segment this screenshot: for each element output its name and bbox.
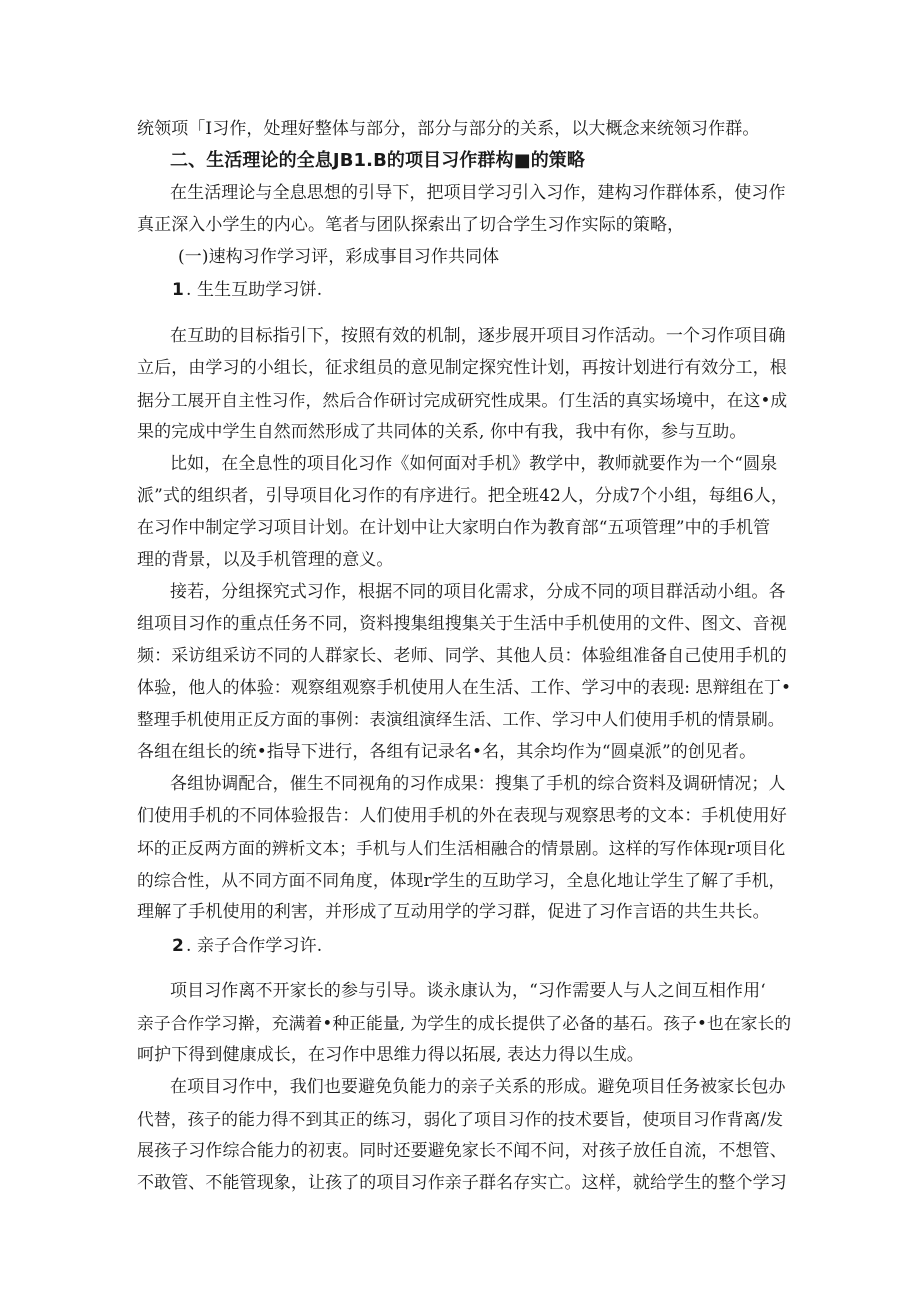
text-line: 理的背景，以及手机管理的意义。 <box>137 550 394 570</box>
text-line: 立后，由学习的小组长，征求组员的意见制定探究性计划，再按计划进行有效分工，根 <box>137 358 787 378</box>
text-line: 在互助的目标指引下，按照有效的机制，逐步展开项目习作活动。一个习作项目确 <box>170 326 786 346</box>
item-number: 1 <box>172 280 184 300</box>
text-line: 不敢管、不能管现象，让孩了的项目习作亲子群名存实亡。这样，就给学生的整个学习 <box>137 1173 787 1193</box>
subsection-heading: (一)速构习作学习评，彩成事目习作共同体 <box>178 247 500 267</box>
text-line: 展孩子习作综合能力的初衷。同时还要避免家长不闻不问，对孩子放任自流，不想管、 <box>137 1141 787 1161</box>
text-line: 据分工展开自主性习作，然后合作研讨完成研究性成果。仃生活的真实场境中，在这•成 <box>137 390 788 410</box>
text-line: 代替，孩子的能力得不到其正的练习，弱化了项目习作的技术要旨，使项目习作背离/发 <box>137 1109 784 1129</box>
text-line: 派”式的组织者，引导项目化习作的有序进行。把全班42人，分成7个小组，每组6人， <box>137 486 788 506</box>
text-line: 项目习作离不开家长的参与引导。谈永康认为，“习作需要人与人之间互相作用‘ <box>170 981 766 1001</box>
text-line: 统领项「I习作，处理好整体与部分，部分与部分的关系，以大概念来统领习作群。 <box>137 119 760 139</box>
section-heading: 二、生活理论的全息JB1.B的项目习作群构■的策略 <box>170 150 586 171</box>
text-line: 真正深入小学生的内心。笔者与团队探索出了切合学生习作实际的策略， <box>137 215 685 235</box>
item-number: 2 <box>172 936 184 956</box>
text-line: 比如，在全息性的项目化习作《如何面对手机》教学中，教师就要作为一个“圆泉 <box>170 454 778 474</box>
text-line: 体验，他人的体验：观察组观察手机使用人在生活、工作、学习中的表现: 思辩组在丁• <box>137 678 792 698</box>
text-line: 理解了手机使用的利害，并形成了互动用学的学习群，促进了习作言语的共生共长。 <box>137 902 770 922</box>
text-line: 果的完成中学生自然而然形成了共同体的关系, 你中有我，我中有你，参与互助。 <box>137 422 747 442</box>
text-line: 在习作中制定学习项目计划。在计划中让大家明白作为教育部“五项管理”中的手机管 <box>137 518 771 538</box>
text-line: 接若，分组探究式习作，根据不同的项目化需求，分成不同的项目群活动小组。各 <box>170 582 786 602</box>
text-line: 各组在组长的统•指导下进行，各组有记录名•名，其余均作为“圆桌派”的创见者。 <box>137 742 757 762</box>
text-line: 在生活理论与全息思想的引导下，把项目学习引入习作，建构习作群体系，使习作 <box>170 183 786 203</box>
text-line: 在项目习作中，我们也要避免负能力的亲子关系的形成。避免项目任务被家长包办 <box>170 1077 786 1097</box>
text-line: 们使用手机的不同体验报告：人们使用手机的外在表现与观察思考的文本：手机使用好 <box>137 806 787 826</box>
item-heading: . 生生互助学习饼. <box>186 280 323 300</box>
text-line: 的综合性，从不同方面不同角度，体现r学生的互助学习，全息化地让学生了解了手机， <box>137 870 786 890</box>
text-line: 亲子合作学习擀，充满着•种正能量, 为学生的成长提供了必备的基石。孩子•也在家长的 <box>137 1013 792 1033</box>
text-line: 坏的正反两方面的辨析文本；手机与人们生活相融合的情景剧。这样的写作体现r项目化 <box>137 838 786 858</box>
text-line: 组项目习作的重点任务不同，资料搜集组搜集关于生活中手机使用的文件、图文、音视 <box>137 614 787 634</box>
item-heading: . 亲子合作学习许. <box>186 936 323 956</box>
text-line: 整理手机使用正反方面的事例：表演组演绎生活、工作、学习中人们使用手机的情景刷。 <box>137 710 785 729</box>
text-line: 呵护下得到健康成长，在习作中思维力得以拓展, 表达力得以生成。 <box>137 1045 644 1065</box>
text-line: 各组协调配合，催生不同视角的习作成果：搜集了手机的综合资料及调研情况；人 <box>170 774 786 794</box>
text-line: 频：采访组采访不同的人群家长、老师、同学、其他人员：体验组准备自己使用手机的 <box>137 646 787 666</box>
